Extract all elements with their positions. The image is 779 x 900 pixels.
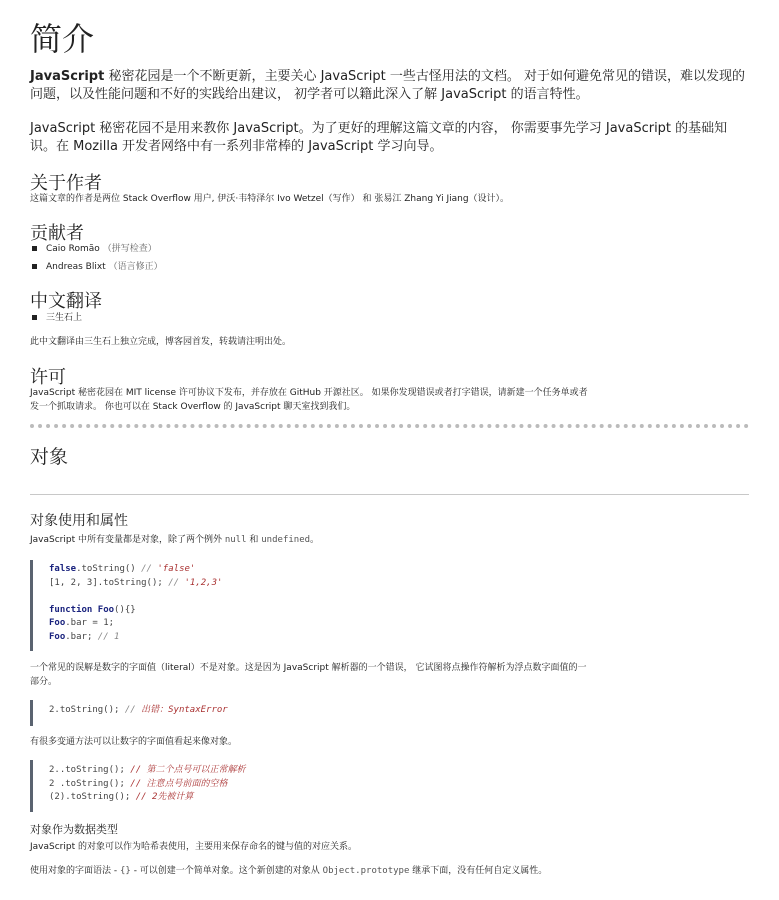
- code-line: 2.toString(); // 出错：SyntaxError: [49, 705, 228, 715]
- code-line: false.toString() // 'false': [49, 564, 196, 574]
- datatype-text: JavaScript 的对象可以作为哈希表使用，主要用来保存命名的键与值的对应关系。: [30, 842, 357, 852]
- list-item: Caio Romão （拼写检查）: [30, 240, 163, 258]
- code-block-workarounds: [30, 760, 246, 812]
- workarounds-text: 有很多变通方法可以让数字的字面值看起来像对象。: [30, 737, 238, 747]
- code-line: function Foo(){}: [49, 604, 136, 615]
- code-line: (2).toString(); // 2先被计算: [49, 792, 194, 802]
- code-line: [1, 2, 3].toString(); // '1,2,3': [49, 577, 223, 588]
- contributors-heading: 贡献者: [30, 223, 84, 244]
- code-line-blank: [49, 590, 222, 604]
- translation-note: 此中文翻译由三生石上独立完成，博客园首发，转载请注明出处。: [30, 337, 292, 347]
- intro-paragraph-2: JavaScript 秘密花园不是用来教你 JavaScript。为了更好的理解这篇文章的内容， 你需要事先学习 JavaScript 的基础知识。在 Mozilla 开发者网络中有一系列非常棒的 JavaScript 学习向导。: [30, 121, 728, 154]
- javascript-bold: JavaScript: [30, 69, 105, 84]
- translation-list: [30, 309, 82, 327]
- datatype-heading: 对象作为数据类型: [30, 823, 118, 836]
- code-block-object-usage: [30, 560, 222, 651]
- object-literal-text: 使用对象的字面语法 - {} - 可以创建一个简单对象。这个新创建的对象从 Object.prototype 继承下面，没有任何自定义属性。: [30, 866, 548, 876]
- code-line: 2 .toString(); // 注意点号前面的空格: [49, 778, 228, 789]
- intro-paragraph-1: JavaScript 秘密花园是一个不断更新，主要关心 JavaScript 一些古怪用法的文档。 对于如何避免常见的错误，难以发现的问题，以及性能问题和不好的实践给出建议， 初学者可以籍此深入了解 JavaScript 的语言特性。: [30, 69, 746, 102]
- section-divider: [30, 424, 749, 428]
- license-heading: 许可: [30, 367, 66, 388]
- code-line: Foo.bar; // 1: [49, 631, 120, 642]
- translation-heading: 中文翻译: [30, 291, 102, 312]
- contributors-list: [30, 240, 163, 276]
- literal-misconception: 一个常见的误解是数字的字面值（literal）不是对象。这是因为 JavaScript 解析器的一个错误， 它试图将点操作符解析为浮点数字面值的一部分。: [30, 663, 587, 687]
- list-item: 三生石上: [30, 309, 82, 327]
- intro-title: 简介: [30, 20, 95, 58]
- authors-text: 这篇文章的作者是两位 Stack Overflow 用户, 伊沃·韦特泽尔 Ivo Wetzel（写作） 和 张易江 Zhang Yi Jiang（设计）。: [30, 194, 510, 204]
- title-rule: [30, 494, 749, 495]
- usage-intro: JavaScript 中所有变量都是对象，除了两个例外 null 和 undefined。: [30, 535, 320, 545]
- authors-heading: 关于作者: [30, 173, 102, 194]
- license-text: JavaScript 秘密花园在 MIT license 许可协议下发布，并存放在 GitHub 开源社区。 如果你发现错误或者打字错误，请新建一个任务单或者发一个抓取请求。 你也可以在 Stack Overflow 的 JavaScript 聊天室找到我们。: [30, 388, 588, 412]
- usage-heading: 对象使用和属性: [30, 513, 128, 529]
- code-line: 2..toString(); // 第二个点号可以正常解析: [49, 765, 246, 775]
- list-item: Andreas Blixt （语言修正）: [30, 258, 163, 276]
- objects-title: 对象: [30, 446, 69, 468]
- code-line: Foo.bar = 1;: [49, 618, 115, 628]
- code-block-syntax-error: [30, 700, 228, 726]
